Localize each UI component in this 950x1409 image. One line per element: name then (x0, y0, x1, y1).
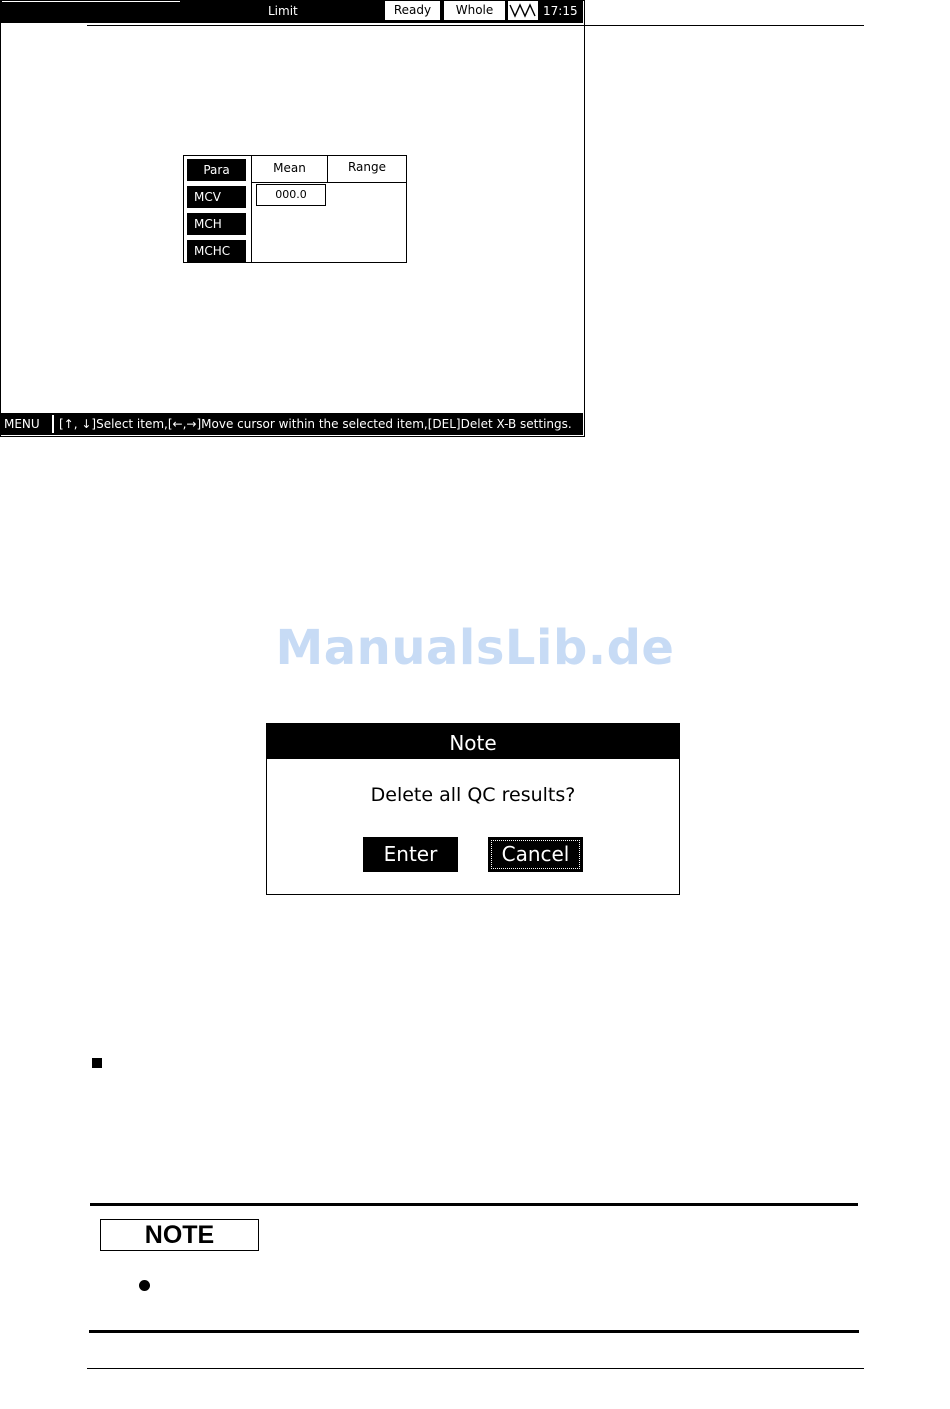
bottom-rule (87, 1368, 864, 1369)
limit-screen (0, 0, 585, 437)
enter-button[interactable]: Enter (363, 837, 458, 872)
param-mchc-button[interactable]: MCHC (187, 240, 246, 262)
mode-whole-badge: Whole (444, 1, 505, 20)
dialog-title-bar (267, 724, 679, 759)
header-divider (251, 182, 406, 183)
square-bullet-icon (92, 1058, 102, 1068)
clock-time: 17:15 (543, 4, 578, 18)
waveform-icon-graphic (508, 1, 538, 20)
cancel-button-label: Cancel (501, 842, 570, 866)
title-bar (0, 0, 583, 23)
para-header: Para (187, 159, 246, 181)
note-top-rule (90, 1203, 858, 1206)
dialog-title: Note (449, 731, 497, 755)
note-bottom-rule (89, 1330, 859, 1333)
cancel-button[interactable] (488, 837, 583, 872)
note-dialog (266, 723, 680, 895)
note-label: NOTE (100, 1219, 259, 1251)
status-bar (0, 413, 583, 435)
waveform-icon (508, 1, 538, 20)
mean-column-header: Mean (273, 161, 306, 175)
help-hint: [↑, ↓]Select item,[←,→]Move cursor within the selected item,[DEL]Delet X-B settings. (59, 417, 572, 431)
status-divider (52, 415, 54, 433)
dialog-message: Delete all QC results? (370, 784, 576, 806)
param-mcv-button[interactable]: MCV (187, 186, 246, 208)
param-mch-button[interactable]: MCH (187, 213, 246, 235)
range-column-header: Range (347, 160, 387, 174)
round-bullet-icon (139, 1280, 150, 1291)
title-bar-highlight (2, 1, 180, 2)
screen-title: Limit (268, 4, 298, 18)
limit-table (183, 155, 407, 263)
menu-button[interactable]: MENU (4, 417, 40, 431)
watermark: ManualsLib.de (275, 620, 675, 676)
status-ready-badge: Ready (385, 1, 440, 20)
mcv-mean-input[interactable]: 000.0 (256, 184, 326, 206)
focus-ring (491, 840, 580, 869)
top-rule (87, 25, 864, 26)
